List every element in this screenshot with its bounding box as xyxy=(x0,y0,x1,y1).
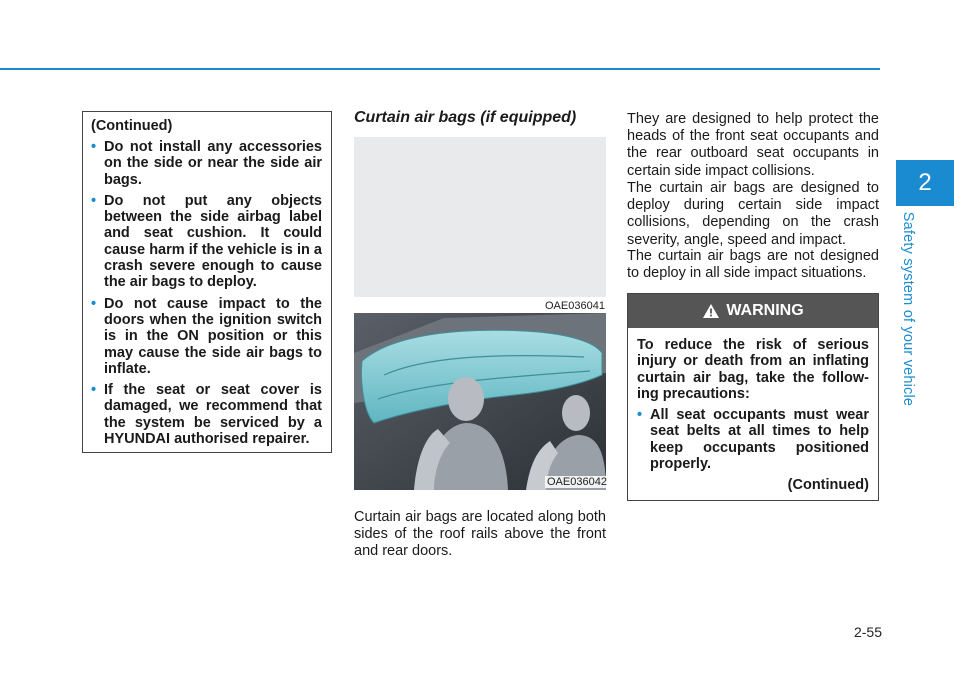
figure-code: OAE036041 xyxy=(545,300,605,312)
warning-box xyxy=(627,293,879,501)
caution-continued-box xyxy=(82,111,332,453)
continued-label: (Continued) xyxy=(91,118,173,134)
chapter-number: 2 xyxy=(918,169,932,196)
continued-label: (Continued) xyxy=(787,477,869,494)
list-item-text: Do not cause impact to the doors when the ignition switch is in the ON position or this may cause the side air bags to inflate. xyxy=(104,295,322,377)
figure-curtain-airbag-deployed xyxy=(354,313,606,490)
warning-body xyxy=(628,328,878,493)
header-rule xyxy=(0,68,880,70)
list-item xyxy=(91,193,322,291)
chapter-title-vertical xyxy=(888,211,928,407)
section-body: Curtain air bags are located along both sides of the roof rails above the front and rear doors. xyxy=(354,509,606,560)
list-item xyxy=(91,382,322,447)
bullet-icon: • xyxy=(91,139,97,155)
caution-list xyxy=(91,139,322,447)
warning-triangle-icon xyxy=(702,303,720,319)
section-title: Curtain air bags (if equipped) xyxy=(354,109,577,126)
bullet-icon: • xyxy=(91,382,97,399)
chapter-title: Safety system of your vehicle xyxy=(900,211,916,407)
list-item-text: All seat occupants must wear seat belts at all times to help keep occupants positioned properly. xyxy=(650,407,869,473)
bullet-icon: • xyxy=(91,295,97,312)
list-item xyxy=(637,407,869,472)
list-item-text: Do not put any objects between the side airbag label and seat cushion. It could cause harm if the vehicle is in a crash severe enough to cause the air bags to deploy. xyxy=(104,192,322,291)
paragraph: The curtain air bags are not designed to deploy in all side impact situations. xyxy=(627,248,879,282)
list-item xyxy=(91,139,322,188)
bullet-icon: • xyxy=(637,407,643,424)
bullet-icon: • xyxy=(91,192,97,209)
chapter-tab xyxy=(896,160,954,206)
warning-list xyxy=(637,407,869,472)
figure-curtain-airbag-location xyxy=(354,137,606,297)
list-item-text: If the seat or seat cover is damaged, we recommend that the system be serviced by a HYUNDAI authorised repairer. xyxy=(104,382,322,448)
curtain-airbag-illustration xyxy=(354,313,606,490)
warning-lead: To reduce the risk of serious injury or death from an inflating curtain air bag, take the follow-ing precautions: xyxy=(637,337,869,402)
list-item xyxy=(91,296,322,377)
page-number: 2-55 xyxy=(853,624,882,640)
paragraph: They are designed to help protect the heads of the front seat occupants and the rear outboard seat occupants in certain side impact collisions. xyxy=(627,111,879,179)
paragraph: The curtain air bags are designed to deploy during certain side impact collisions, depending on the crash severity, angle, speed and impact. xyxy=(627,180,879,248)
warning-title: WARNING xyxy=(726,302,804,319)
figure-code: OAE036042 xyxy=(547,476,607,488)
list-item-text: Do not install any accessories on the side or near the side air bags. xyxy=(104,139,322,188)
warning-header xyxy=(628,294,878,328)
